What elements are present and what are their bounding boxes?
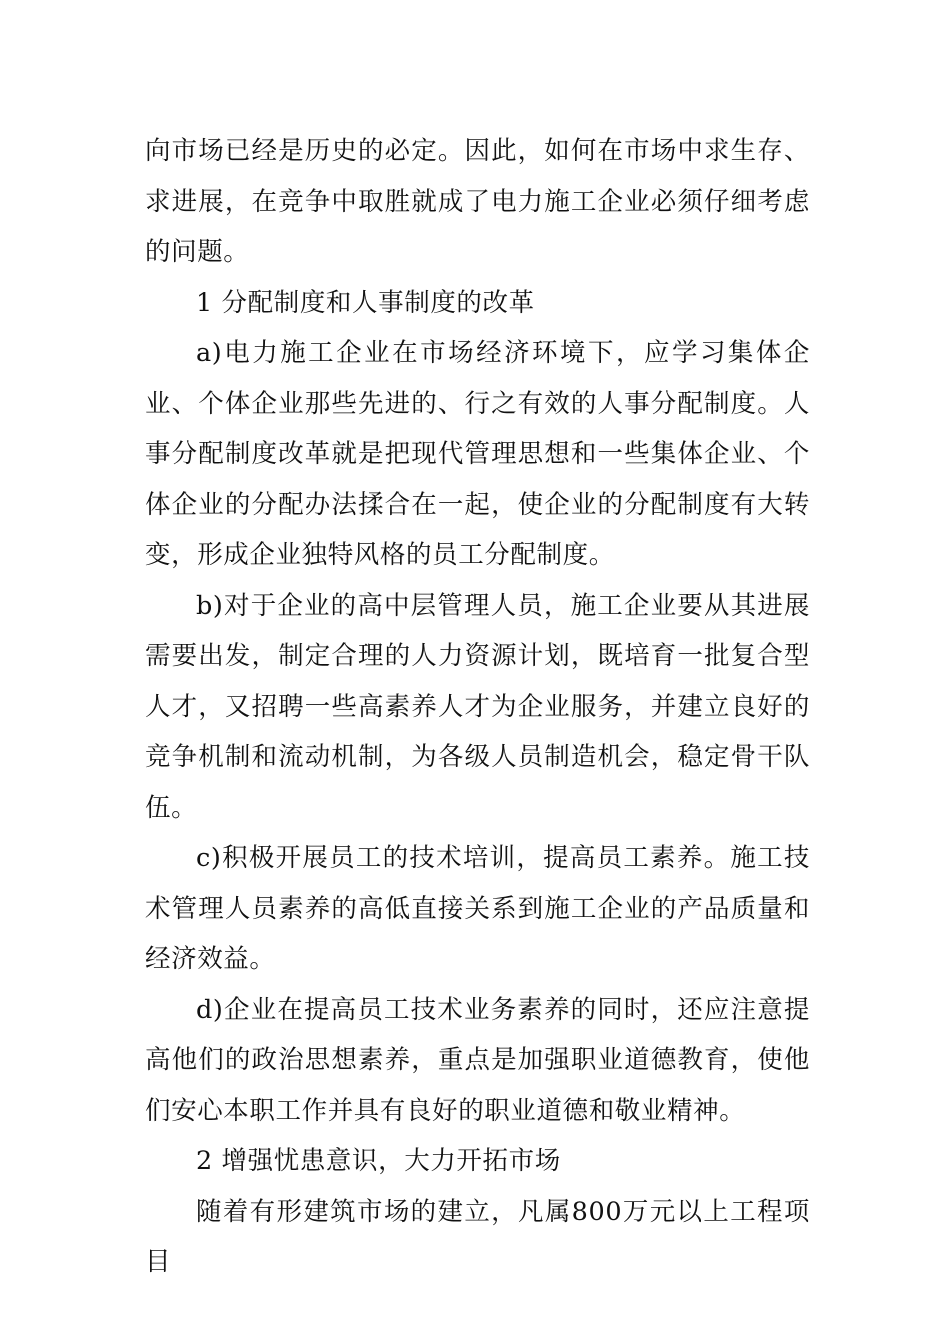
paragraph-c: c)积极开展员工的技术培训，提高员工素养。施工技术管理人员素养的高低直接关系到施工企业的产品质量和经济效益。 [145,843,810,974]
paragraph-market: 随着有形建筑市场的建立，凡属800万元以上工程项目 [145,1196,810,1277]
section-heading-1: 1 分配制度和人事制度的改革 [196,287,535,318]
paragraph-a: a)电力施工企业在市场经济环境下，应学习集体企业、个体企业那些先进的、行之有效的人事分配制度。人事分配制度改革就是把现代管理思想和一些集体企业、个体企业的分配办法揉合在一起，使企业的分配制度有大转变，形成企业独特风格的员工分配制度。 [145,338,810,570]
paragraph-continuation: 向市场已经是历史的必定。因此，如何在市场中求生存、求进展，在竞争中取胜就成了电力施工企业必须仔细考虑的问题。 [145,136,810,267]
paragraph-d: d)企业在提高员工技术业务素养的同时，还应注意提高他们的政治思想素养，重点是加强职业道德教育，使他们安心本职工作并具有良好的职业道德和敬业精神。 [145,994,810,1126]
document-body [145,126,810,1288]
paragraph-b: b)对于企业的高中层管理人员，施工企业要从其进展需要出发，制定合理的人力资源计划，既培育一批复合型人才，又招聘一些高素养人才为企业服务，并建立良好的竞争机制和流动机制，为各级人员制造机会，稳定骨干队伍。 [145,590,810,823]
section-heading-2: 2 增强忧患意识，大力开拓市场 [196,1146,561,1176]
